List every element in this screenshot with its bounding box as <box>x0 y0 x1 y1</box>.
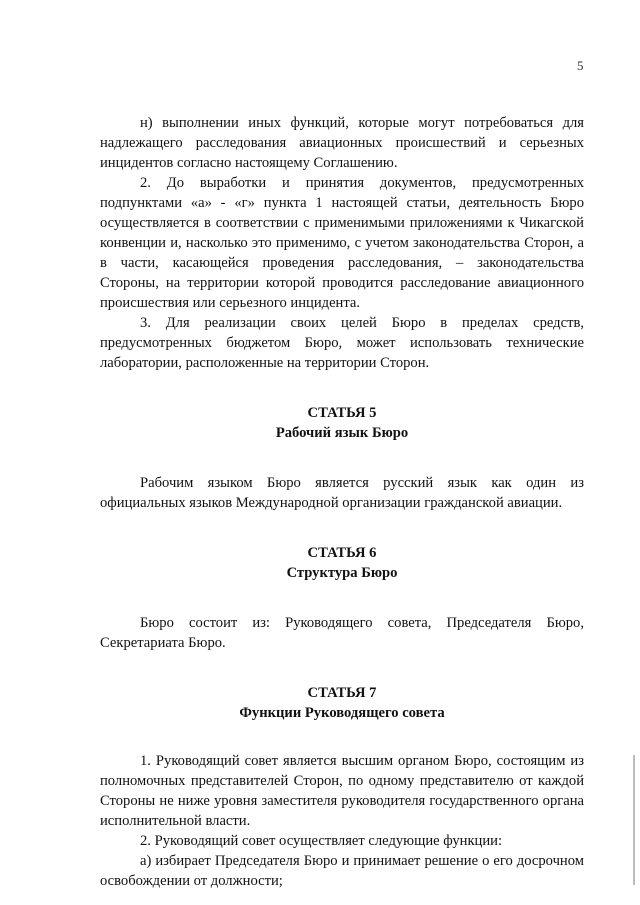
article-7-item-2: 2. Руководящий совет осуществляет следующие функции: <box>140 833 503 849</box>
article-6-number: СТАТЬЯ 6 <box>307 545 377 561</box>
article-7-item-1: 1. Руководящий совет является высшим органом Бюро, состоящим из полномочных представителей Сторон, по одному представителю от каждой Стороны не ниже уровня заместителя руководителя государственного органа исполнительной власти. <box>100 753 584 829</box>
article-5-title: Рабочий язык Бюро <box>275 425 409 441</box>
article-5-number: СТАТЬЯ 5 <box>307 405 377 421</box>
paragraph-item-n: н) выполнении иных функций, которые могут потребоваться для надлежащего расследования авиационных происшествий и серьезных инцидентов согласно настоящему Соглашению. <box>100 115 584 171</box>
article-7-item-2a: а) избирает Председателя Бюро и принимает решение о его досрочном освобождении от должности; <box>100 853 584 889</box>
article-7-title: Функции Руководящего совета <box>239 705 445 721</box>
page-number: 5 <box>577 58 584 73</box>
article-5-text: Рабочим языком Бюро является русский язык как один из официальных языков Международной организации гражданской авиации. <box>100 475 584 511</box>
paragraph-item-2: 2. До выработки и принятия документов, предусмотренных подпунктами «а» - «г» пункта 1 настоящей статьи, деятельность Бюро осуществляется в соответствии с применимыми приложениями к Чикагской конвенции и, насколько это применимо, с учетом законодательства Сторон, а в части, касающейся проведения расследования, – законодательства Стороны, на территории которой проводится расследование авиационного происшествия или серьезного инцидента. <box>100 175 584 311</box>
article-6-text: Бюро состоит из: Руководящего совета, Председателя Бюро, Секретариата Бюро. <box>100 615 584 651</box>
article-7-number: СТАТЬЯ 7 <box>307 685 377 701</box>
paragraph-item-3: 3. Для реализации своих целей Бюро в пределах средств, предусмотренных бюджетом Бюро, может использовать технические лаборатории, расположенные на территории Сторон. <box>100 315 584 371</box>
scan-edge-mark <box>633 755 635 885</box>
article-6-title: Структура Бюро <box>286 565 398 581</box>
document-body <box>100 113 584 891</box>
